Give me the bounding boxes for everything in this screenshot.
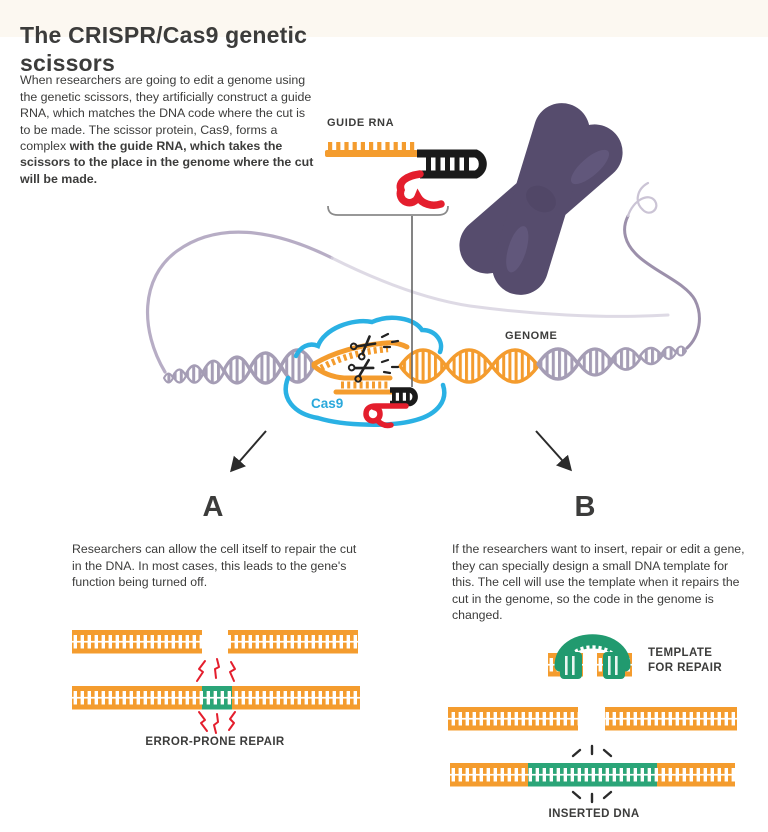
error-prone-repair-caption: ERROR-PRONE REPAIR: [145, 736, 285, 748]
scissors-icon-lower: [348, 356, 376, 383]
section-b-body: If the researchers want to insert, repair or edit a gene, they can specially design a small DNA template for this. The cell will use the template when it repairs the cut in the genome, so the code in the genome is changed.: [452, 542, 745, 622]
cas9-label: Cas9: [311, 396, 344, 411]
intro-text-normal: When researchers are going to edit a genome using the genetic scissors, they artificially construct a guide RNA, which matches the DNA code where the cut is to be made. The scissor protein, Cas9, forms a complex: [20, 73, 312, 154]
repair-template-illustration: [548, 640, 632, 679]
cas9-complex-dna: [314, 343, 407, 392]
guide-rna-bracket: [328, 206, 448, 387]
arrow-to-b: [536, 431, 570, 469]
template-for-repair-caption: TEMPLATE FOR REPAIR: [648, 647, 723, 674]
section-a-body: Researchers can allow the cell itself to repair the cut in the DNA. In most cases, this leads to the gene's function being turned off.: [72, 542, 357, 590]
dna-helix-left: [164, 350, 314, 383]
dna-inserted-ladder-b: [450, 763, 735, 787]
dna-cut-ladders-b: [448, 707, 737, 731]
guide-rna-label: GUIDE RNA: [327, 117, 395, 129]
intro-text-bold: with the guide RNA, which takes the scissors to the place in the genome where the cut will be made.: [20, 139, 314, 186]
scissors-icon-upper: [350, 333, 378, 361]
section-a-heading: A: [202, 491, 224, 523]
cut-spark-marks: [382, 334, 398, 373]
error-spark-marks: [197, 659, 235, 733]
arrow-to-a: [232, 431, 266, 470]
section-b-heading: B: [574, 491, 596, 523]
insertion-sparkle-marks: [573, 746, 611, 802]
dna-helix-right: [400, 347, 686, 383]
cas9-protein-outline: [286, 318, 445, 425]
intro-paragraph: [20, 72, 316, 187]
genome-label: GENOME: [505, 330, 558, 342]
chromatin-strand-right: [625, 183, 700, 348]
chromosome-illustration: [440, 83, 643, 315]
guide-rna-illustration: [325, 146, 483, 205]
inserted-dna-caption: INSERTED DNA: [548, 808, 640, 820]
page-title: The CRISPR/Cas9 genetic scissors: [20, 22, 308, 77]
dna-repaired-ladder-a: [72, 686, 360, 710]
dna-cut-ladders-a: [72, 630, 358, 654]
chromatin-strand-left-loop: [148, 232, 668, 372]
guide-rna-in-complex: [366, 388, 415, 426]
